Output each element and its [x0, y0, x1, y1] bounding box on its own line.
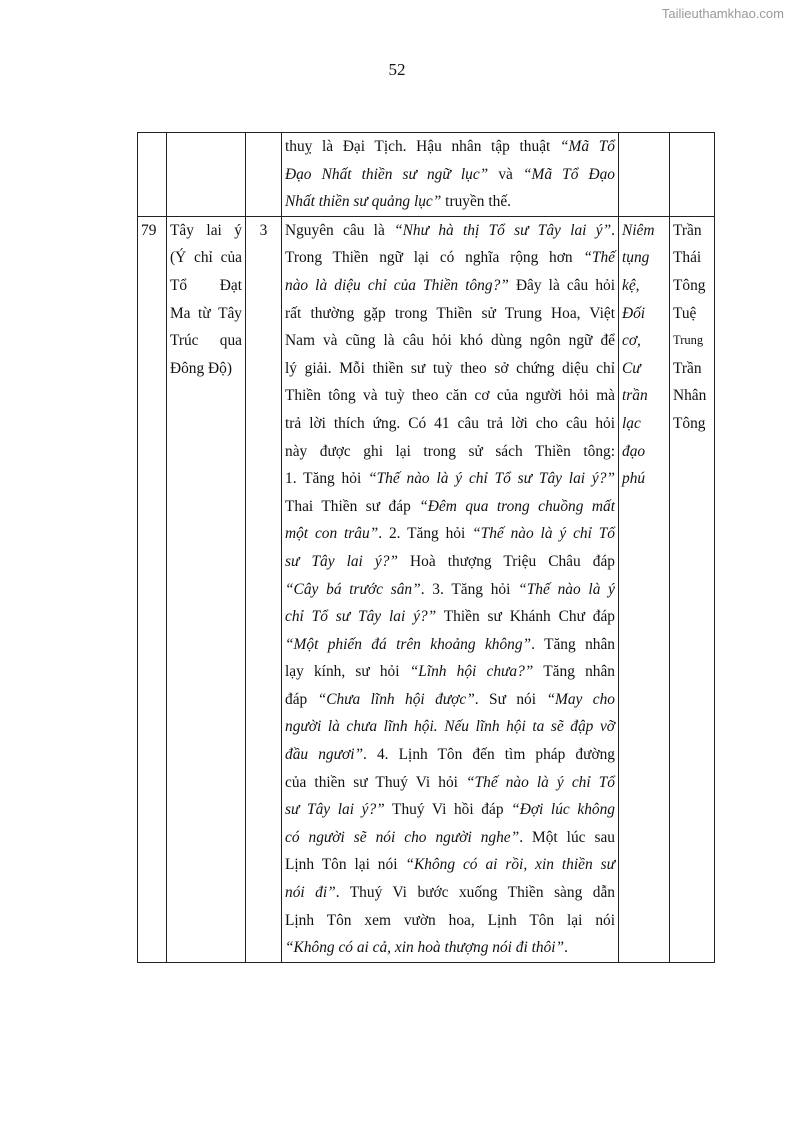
text-line: [285, 686, 615, 714]
title-word: Tổ: [170, 276, 188, 294]
plain-text: . Sư nói: [474, 690, 547, 708]
text-line: [285, 934, 615, 962]
author-line: Tuệ: [673, 304, 697, 322]
quoted-text: “Mã Tổ: [559, 138, 615, 155]
work-title-line: tụng: [622, 249, 650, 267]
work-title-line: Niêm: [622, 221, 655, 239]
title-line: [170, 327, 242, 355]
plain-text: này được ghi lại trong sử sách Thiền tông:: [285, 442, 615, 460]
title-word: từ: [197, 304, 211, 322]
text-line: [285, 879, 615, 907]
text-line: [285, 520, 615, 548]
author-line: Nhân: [673, 387, 707, 405]
text-line: [285, 382, 615, 410]
title-word: của: [220, 249, 242, 267]
quoted-text: sư Tây lai ý?”: [285, 552, 398, 570]
plain-text: thuỵ là Đại Tịch. Hậu nhân tập thuật: [285, 138, 560, 155]
cell-content-continued: [282, 133, 619, 217]
quoted-text: “Một phiến đá trên khoảng không”: [285, 635, 532, 653]
text-line: [285, 769, 615, 797]
quoted-text: “Lĩnh hội chưa?”: [409, 663, 534, 681]
plain-text: Lịnh Tôn lại nói: [285, 856, 406, 874]
quoted-text: “Không có ai cả, xin hoà thượng nói đi thôi”: [285, 939, 565, 957]
text-line: [285, 851, 615, 879]
plain-text: . Thuý Vi bước xuống Thiền sàng dẫn: [335, 884, 615, 902]
title-word: Đạt: [219, 276, 242, 294]
quoted-text: nói đi”: [285, 884, 336, 902]
title-word: qua: [219, 332, 242, 350]
plain-text: Tăng nhân: [533, 663, 615, 681]
text-line: [285, 217, 615, 245]
title-line: [170, 244, 242, 272]
entries-table: [137, 132, 715, 963]
text-line: [285, 796, 615, 824]
table-row-79: [138, 216, 715, 962]
plain-text: và: [488, 165, 523, 183]
cell-title: [167, 216, 246, 962]
text-line: [285, 133, 615, 161]
entry-title: [170, 217, 242, 383]
plain-text: của thiền sư Thuý Vi hỏi: [285, 773, 466, 791]
title-line: [170, 300, 242, 328]
title-line: [170, 272, 242, 300]
quoted-text: nào là diệu chỉ của Thiền tông?”: [285, 276, 509, 294]
plain-text: đáp: [285, 690, 318, 708]
title-word: Ma: [170, 304, 191, 322]
page-number: 52: [388, 60, 406, 79]
author-line: Trung: [673, 333, 704, 348]
cell-author: [670, 216, 715, 962]
text-line: [285, 355, 615, 383]
cell-genre-empty: [619, 133, 670, 217]
quoted-text: người là chưa lĩnh hội. Nếu lĩnh hội ta sẽ đập vỡ: [285, 718, 615, 736]
plain-text: Nguyên câu là: [285, 221, 395, 239]
cell-count: 3: [246, 216, 282, 962]
plain-text: . Tăng nhân: [531, 635, 615, 653]
title-word: (Ý: [170, 249, 187, 267]
quoted-text: “Cây bá trước sân”: [285, 580, 421, 598]
quoted-text: “Thế nào là ý chỉ Tổ sư Tây lai ý?”: [368, 470, 615, 488]
text-line: [285, 300, 615, 328]
cell-number-empty: [138, 133, 167, 217]
text-line: [285, 631, 615, 659]
quoted-text: “Thế nào là ý chỉ Tổ: [472, 525, 615, 543]
plain-text: .: [611, 221, 615, 239]
quoted-text: “Đợi lúc không: [511, 801, 615, 819]
title-word: Trúc: [170, 332, 199, 350]
quoted-text: “Chưa lĩnh hội được”: [317, 690, 475, 708]
table-row-continued: [138, 133, 715, 217]
quoted-text: “Như hà thị Tổ sư Tây lai ý”: [394, 221, 612, 239]
text-line: [285, 410, 615, 438]
work-titles: [622, 217, 666, 493]
quoted-text: “Thế nào là ý chỉ Tổ: [466, 773, 615, 791]
title-word: chỉ: [194, 249, 213, 267]
plain-text: Thai Thiền sư đáp: [285, 497, 420, 515]
quoted-text: Đạo Nhất thiền sư ngữ lục”: [285, 165, 489, 183]
plain-text: Trong Thiền ngữ lại có nghĩa rộng hơn: [285, 249, 584, 267]
author-line: Trần: [673, 221, 702, 239]
quoted-text: sư Tây lai ý?”: [285, 801, 385, 819]
title-word: Tây: [170, 221, 194, 239]
text-line: [285, 327, 615, 355]
title-word: Tây: [218, 304, 242, 322]
plain-text: .: [564, 939, 568, 957]
plain-text: Thuý Vi hồi đáp: [384, 801, 512, 819]
plain-text: . 3. Tăng hỏi: [420, 580, 519, 598]
entry-explanation: [285, 217, 615, 962]
cell-content: [282, 216, 619, 962]
plain-text: lý giải. Mỗi thiền sư tuỳ theo sở chứng diệu chỉ: [285, 359, 615, 377]
author-line: Tông: [673, 276, 706, 294]
author-line: Tông: [673, 414, 706, 432]
plain-text: . Một lúc sau: [519, 828, 615, 846]
plain-text: Nam và cũng là câu hỏi khó dùng ngôn ngữ để: [285, 332, 615, 350]
plain-text: Đây là câu hỏi: [508, 276, 616, 294]
plain-text: Hoà thượng Triệu Châu đáp: [397, 552, 615, 570]
quoted-text: “Không có ai rồi, xin thiền sư: [405, 856, 615, 874]
text-line: [285, 603, 615, 631]
continued-text: [285, 133, 615, 216]
author-line: Thái: [673, 249, 702, 267]
cell-title-empty: [167, 133, 246, 217]
plain-text: Lịnh Tôn xem vườn hoa, Lịnh Tôn lại nói: [285, 911, 615, 929]
plain-text: trả lời thích ứng. Có 41 câu trả lời cho câu hỏi: [285, 414, 615, 432]
text-line: [285, 438, 615, 466]
quoted-text: “May cho: [546, 690, 615, 708]
author-names: [673, 217, 711, 438]
plain-text: rất thường gặp trong Thiền sử Trung Hoa, Việt: [285, 304, 615, 322]
text-line: [285, 493, 615, 521]
plain-text: truyền thế.: [441, 193, 511, 211]
watermark-text: Tailieuthamkhao.com: [661, 6, 784, 21]
work-title-line: kệ,: [622, 276, 640, 294]
text-line: [285, 741, 615, 769]
text-line: [285, 658, 615, 686]
title-line: [170, 217, 242, 245]
quoted-text: một con trâu”: [285, 525, 379, 543]
work-title-line: lạc: [622, 414, 641, 432]
work-title-line: Cư: [622, 359, 641, 377]
plain-text: Thiền tông và tuỳ theo căn cơ của người hỏi mà: [285, 387, 615, 405]
cell-count-empty: [246, 133, 282, 217]
work-title-line: cơ,: [622, 332, 641, 350]
quoted-text: có người sẽ nói cho người nghe”: [285, 828, 520, 846]
work-title-line: phú: [622, 470, 646, 488]
text-line: [285, 576, 615, 604]
quoted-text: “Mã Tổ Đạo: [522, 165, 615, 183]
quoted-text: “Thế nào là ý: [518, 580, 615, 598]
work-title-line: trần: [622, 387, 648, 405]
quoted-text: đầu ngươi”: [285, 746, 364, 764]
text-line: [285, 824, 615, 852]
work-title-line: Đối: [622, 304, 646, 322]
text-line: [285, 713, 615, 741]
text-line: [285, 907, 615, 935]
title-word: lai: [206, 221, 222, 239]
text-line: [285, 272, 615, 300]
title-word: Đông Độ): [170, 359, 232, 377]
quoted-text: Nhất thiền sư quảng lục”: [285, 193, 442, 211]
plain-text: lạy kính, sư hỏi: [285, 663, 410, 681]
quoted-text: “Đêm qua trong chuồng mất: [419, 497, 615, 515]
quoted-text: “Thế: [583, 249, 615, 267]
cell-author-empty: [670, 133, 715, 217]
text-line: [285, 161, 615, 189]
text-line: [285, 548, 615, 576]
plain-text: 1. Tăng hỏi: [285, 470, 369, 488]
cell-number: 79: [138, 216, 167, 962]
cell-genre: [619, 216, 670, 962]
text-line: [285, 244, 615, 272]
work-title-line: đạo: [622, 442, 646, 460]
quoted-text: chỉ Tổ sư Tây lai ý?”: [285, 608, 437, 626]
author-line: Trần: [673, 359, 702, 377]
title-line: [170, 355, 242, 383]
plain-text: Thiền sư Khánh Chư đáp: [436, 608, 615, 626]
plain-text: . 4. Lịnh Tôn đến tìm pháp đường: [363, 746, 615, 764]
plain-text: . 2. Tăng hỏi: [378, 525, 473, 543]
title-word: ý: [234, 221, 242, 239]
text-line: [285, 465, 615, 493]
text-line: [285, 188, 615, 216]
